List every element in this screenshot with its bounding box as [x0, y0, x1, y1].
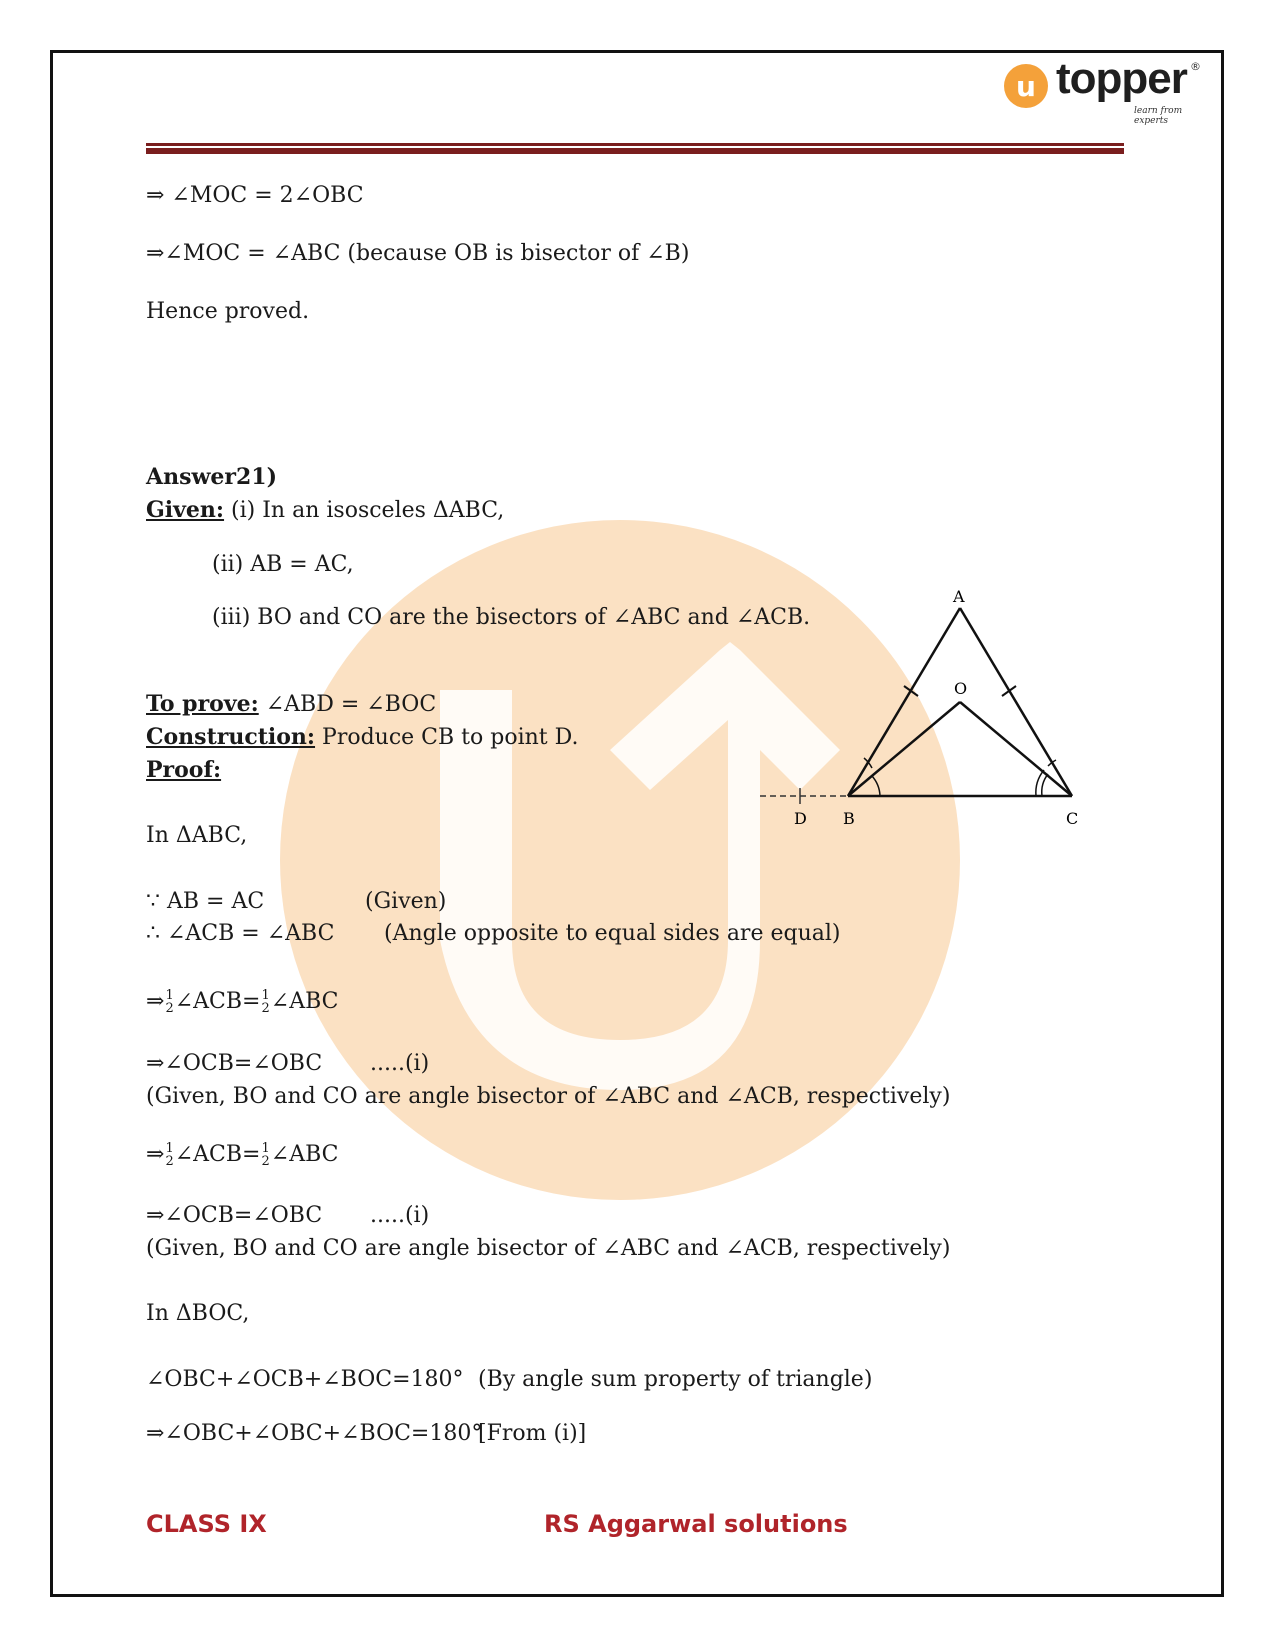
ref-i-1: .....(i)	[370, 1051, 430, 1076]
ocb-obc-1: ⇒∠OCB=∠OBC	[146, 1051, 323, 1076]
given-i: (i) In an isosceles ΔABC,	[224, 498, 505, 523]
bisector-co	[960, 702, 1072, 796]
since-reason: (Given)	[365, 889, 447, 914]
angle-sum-line: ∠OBC+∠OCB+∠BOC=180°	[146, 1367, 464, 1392]
topper-logo	[1004, 54, 1204, 126]
tick-ab	[904, 686, 918, 696]
side-ac	[960, 608, 1072, 796]
side-ab	[848, 608, 960, 796]
fraction-half: 1 2	[165, 988, 174, 1016]
logo-tagline: learn from experts	[1134, 106, 1183, 126]
in-abc: In ΔABC,	[146, 823, 248, 848]
to-prove-label: To prove:	[146, 691, 259, 717]
substitute-line: ⇒∠OBC+∠OBC+∠BOC=180°	[146, 1421, 483, 1446]
to-prove-text: ∠ABD = ∠BOC	[258, 692, 437, 717]
construction-text: Produce CB to point D.	[315, 725, 579, 750]
logo-mark: u	[1004, 64, 1048, 108]
half-angle-line-2: ⇒ 1 2 ∠ACB= 1 2 ∠ABC	[146, 1141, 339, 1169]
to-prove-line	[146, 690, 436, 719]
substitute-reason: [From (i)]	[478, 1421, 587, 1446]
given-bisector-1: (Given, BO and CO are angle bisector of ∠ABC and ∠ACB, respectively)	[146, 1084, 951, 1109]
label-a: A	[953, 590, 965, 606]
fraction-half: 1 2	[261, 988, 270, 1016]
ref-i-2: .....(i)	[370, 1203, 430, 1228]
label-c: C	[1066, 809, 1079, 828]
given-line	[146, 496, 504, 525]
construction-label: Construction:	[146, 724, 316, 750]
since-ab-ac: ∵ AB = AC	[146, 889, 265, 914]
label-b: B	[843, 809, 855, 828]
fraction-half: 1 2	[261, 1141, 270, 1169]
label-o: O	[954, 679, 968, 698]
therefore-reason: (Angle opposite to equal sides are equal)	[384, 921, 841, 946]
tick-ac	[1002, 686, 1016, 696]
given-iii: (iii) BO and CO are the bisectors of ∠ABC and ∠ACB.	[212, 605, 811, 630]
arc-c	[1042, 774, 1048, 796]
label-d: D	[794, 809, 807, 828]
footer-class: CLASS IX	[146, 1510, 267, 1538]
proof-label: Proof:	[146, 757, 222, 783]
footer-title: RS Aggarwal solutions	[544, 1510, 848, 1538]
triangle-diagram	[760, 590, 1120, 850]
answer-title: Answer21)	[146, 464, 278, 490]
logo-registered: ®	[1190, 60, 1201, 73]
bisector-bo	[848, 702, 960, 796]
half-angle-line-1: ⇒ 1 2 ∠ACB= 1 2 ∠ABC	[146, 988, 339, 1016]
line-moc-2obc: ⇒ ∠MOC = 2∠OBC	[146, 183, 364, 208]
ocb-obc-2: ⇒∠OCB=∠OBC	[146, 1203, 323, 1228]
line-moc-abc: ⇒∠MOC = ∠ABC (because OB is bisector of ∠B)	[146, 241, 690, 266]
construction-line	[146, 723, 578, 752]
given-ii: (ii) AB = AC,	[212, 552, 354, 577]
header-rule-thick	[146, 148, 1124, 154]
given-bisector-2: (Given, BO and CO are angle bisector of ∠ABC and ∠ACB, respectively)	[146, 1236, 951, 1261]
angle-sum-reason: (By angle sum property of triangle)	[478, 1367, 873, 1392]
logo-wordmark: topper	[1056, 54, 1187, 103]
in-boc: In ΔBOC,	[146, 1301, 250, 1326]
arc-b	[872, 776, 880, 796]
header-rule-thin	[146, 143, 1124, 146]
fraction-half: 1 2	[165, 1141, 174, 1169]
line-hence-proved: Hence proved.	[146, 299, 310, 324]
given-label: Given:	[146, 497, 225, 523]
therefore-acb-abc: ∴ ∠ACB = ∠ABC	[146, 921, 335, 946]
